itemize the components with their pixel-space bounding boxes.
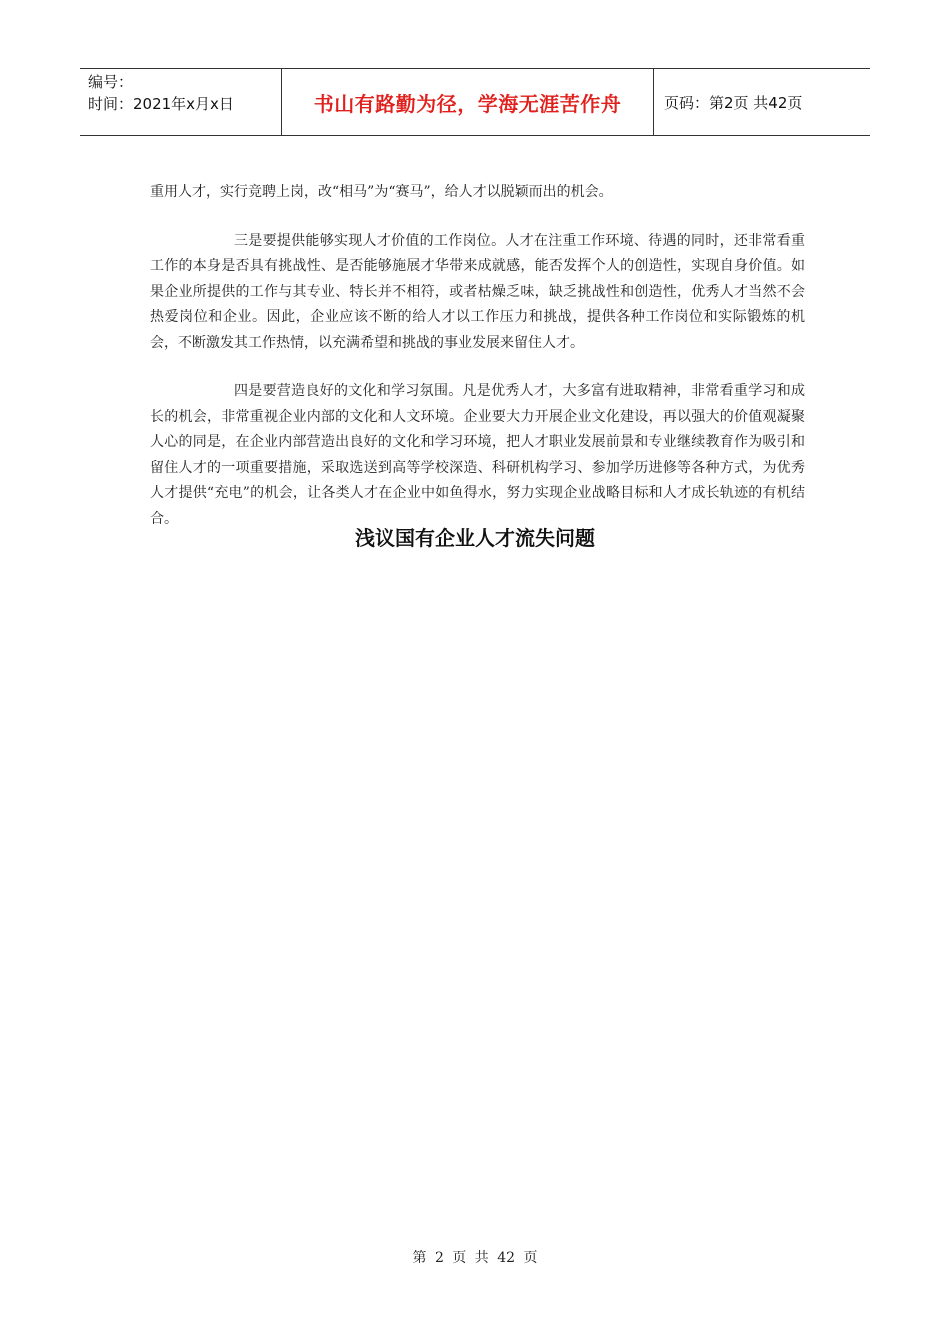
paragraph-point-four: 四是要营造良好的文化和学习氛围。凡是优秀人才，大多富有进取精神，非常看重学习和成长的机会，非常重视企业内部的文化和人文环境。企业要大力开展企业文化建设，再以强大的价值观凝聚人心的同是，在企业内部营造出良好的文化和学习环境，把人才职业发展前景和专业继续教育作为吸引和留住人才的一项重要措施，采取选送到高等学校深造、科研机构学习、参加学历进修等各种方式，为优秀人才提供“充电”的机会，让各类人才在企业中如鱼得水，努力实现企业战略目标和人才成长轨迹的有机结合。 xyxy=(150,383,805,527)
page-footer: 第 2 页 共 42 页 xyxy=(412,1250,538,1266)
page-header xyxy=(80,68,870,136)
header-page-info: 页码：第2页 共42页 xyxy=(664,93,803,112)
document-date-label: 时间：2021年x月x日 xyxy=(88,95,234,113)
paragraph-continuation: 重用人才，实行竞聘上岗，改“相马”为“赛马”，给人才以脱颖而出的机会。 xyxy=(150,184,613,200)
header-meta xyxy=(80,69,281,135)
header-motto: 书山有路勤为径，学海无涯苦作舟 xyxy=(281,69,654,135)
paragraph-point-three: 三是要提供能够实现人才价值的工作岗位。人才在注重工作环境、待遇的同时，还非常看重工作的本身是否具有挑战性、是否能够施展才华带来成就感，能否发挥个人的创造性，实现自身价值。如果企业所提供的工作与其专业、特长并不相符，或者枯燥乏味，缺乏挑战性和创造性，优秀人才当然不会热爱岗位和企业。因此，企业应该不断的给人才以工作压力和挑战，提供各种工作岗位和实际锻炼的机会，不断激发其工作热情，以充满希望和挑战的事业发展来留住人才。 xyxy=(150,232,805,351)
document-number-label: 编号： xyxy=(88,73,134,91)
document-body xyxy=(150,180,805,532)
article-title: 浅议国有企业人才流失问题 xyxy=(355,526,595,550)
